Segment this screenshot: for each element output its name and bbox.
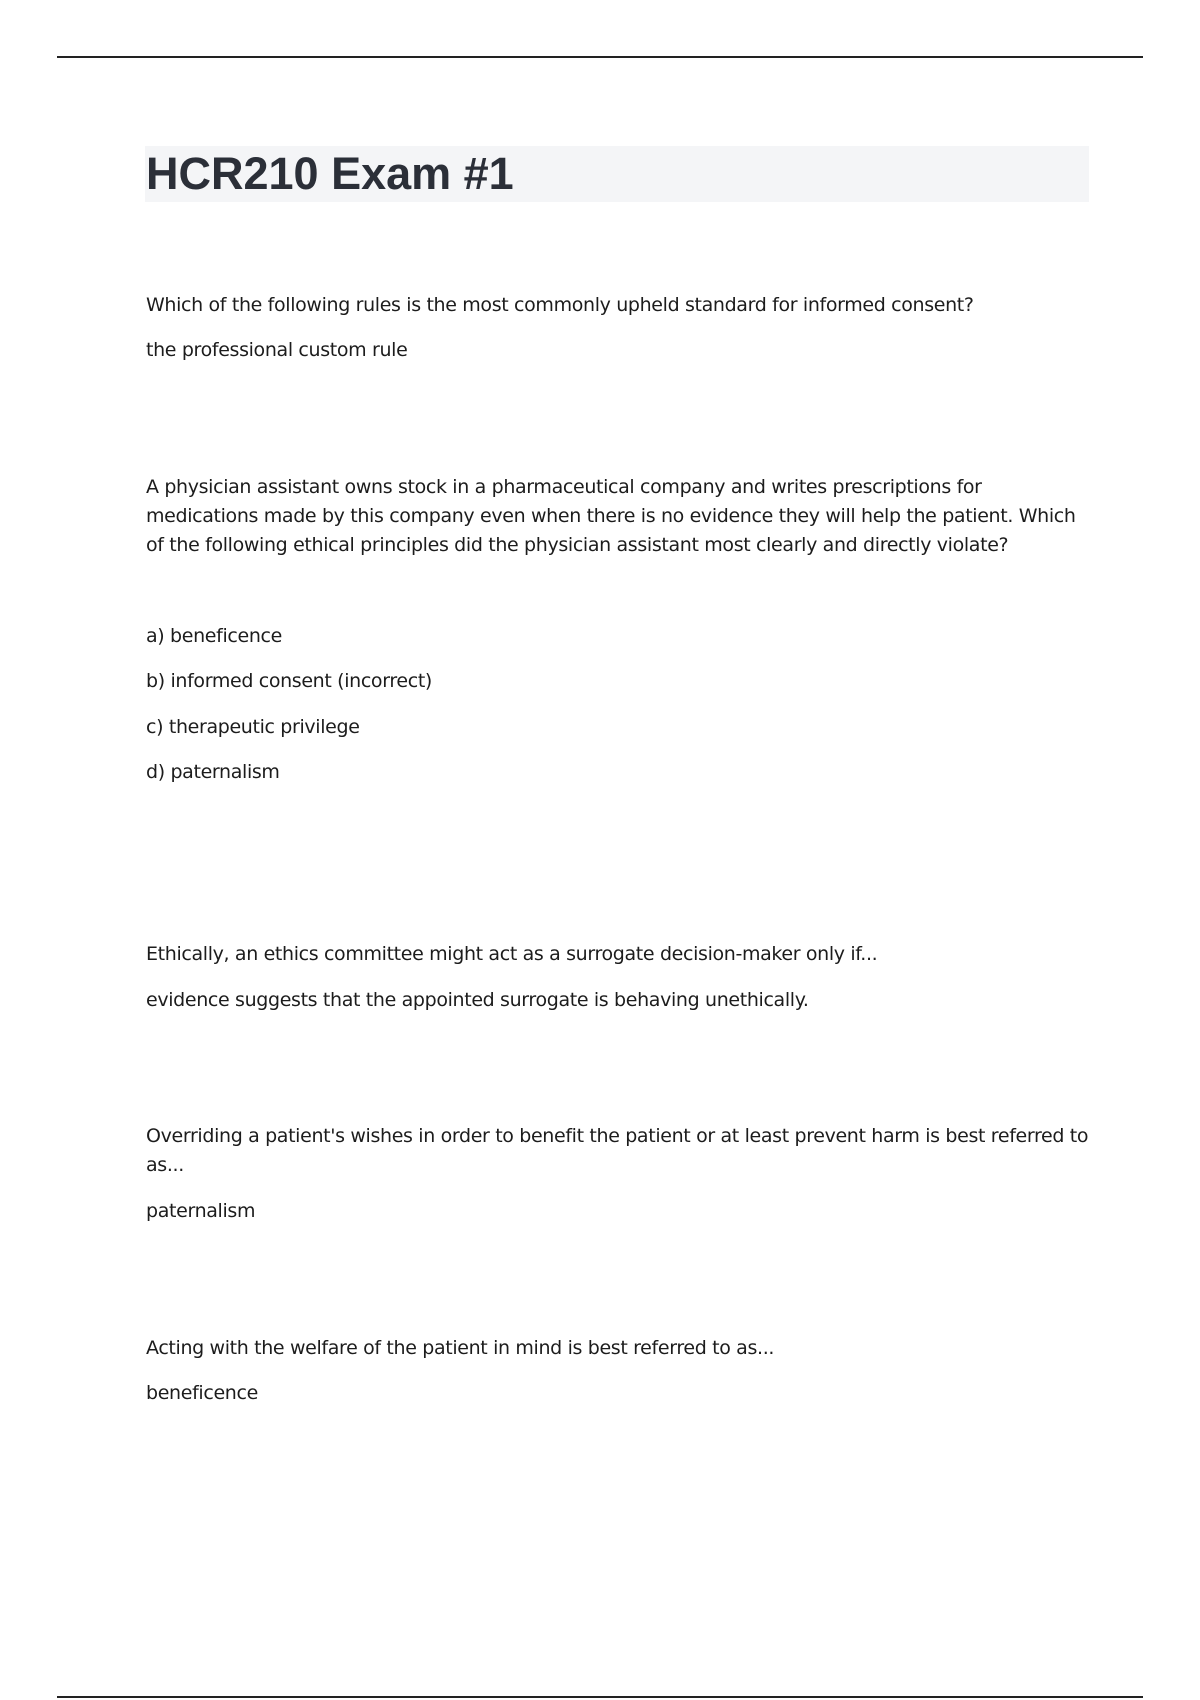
- question-5-text: Acting with the welfare of the patient in mind is best referred to as...: [146, 1337, 775, 1359]
- answer-5-text: beneficence: [146, 1382, 258, 1404]
- top-divider: [57, 56, 1143, 58]
- question-1-text: Which of the following rules is the most commonly upheld standard for informed consent?: [146, 294, 974, 316]
- question-3-text: Ethically, an ethics committee might act as a surrogate decision-maker only if...: [146, 943, 878, 965]
- question-2-option-d: d) paternalism: [146, 761, 280, 783]
- question-4-text: Overriding a patient's wishes in order to benefit the patient or at least prevent harm is best referred to as...: [146, 1125, 1089, 1176]
- question-2-option-c: c) therapeutic privilege: [146, 716, 360, 738]
- bottom-divider: [57, 1696, 1143, 1698]
- answer-3-text: evidence suggests that the appointed surrogate is behaving unethically.: [146, 989, 809, 1011]
- question-2-text: A physician assistant owns stock in a pharmaceutical company and writes prescriptions for medications made by this company even when there is no evidence they will help the patient. Which of the following ethical principles did the physician assistant most clearly and directly violate?: [146, 476, 1076, 556]
- answer-4-text: paternalism: [146, 1200, 256, 1222]
- answer-1-text: the professional custom rule: [146, 339, 408, 361]
- question-2-option-b: b) informed consent (incorrect): [146, 670, 432, 692]
- question-2-option-a: a) beneficence: [146, 625, 282, 647]
- page-title: HCR210 Exam #1: [146, 148, 514, 199]
